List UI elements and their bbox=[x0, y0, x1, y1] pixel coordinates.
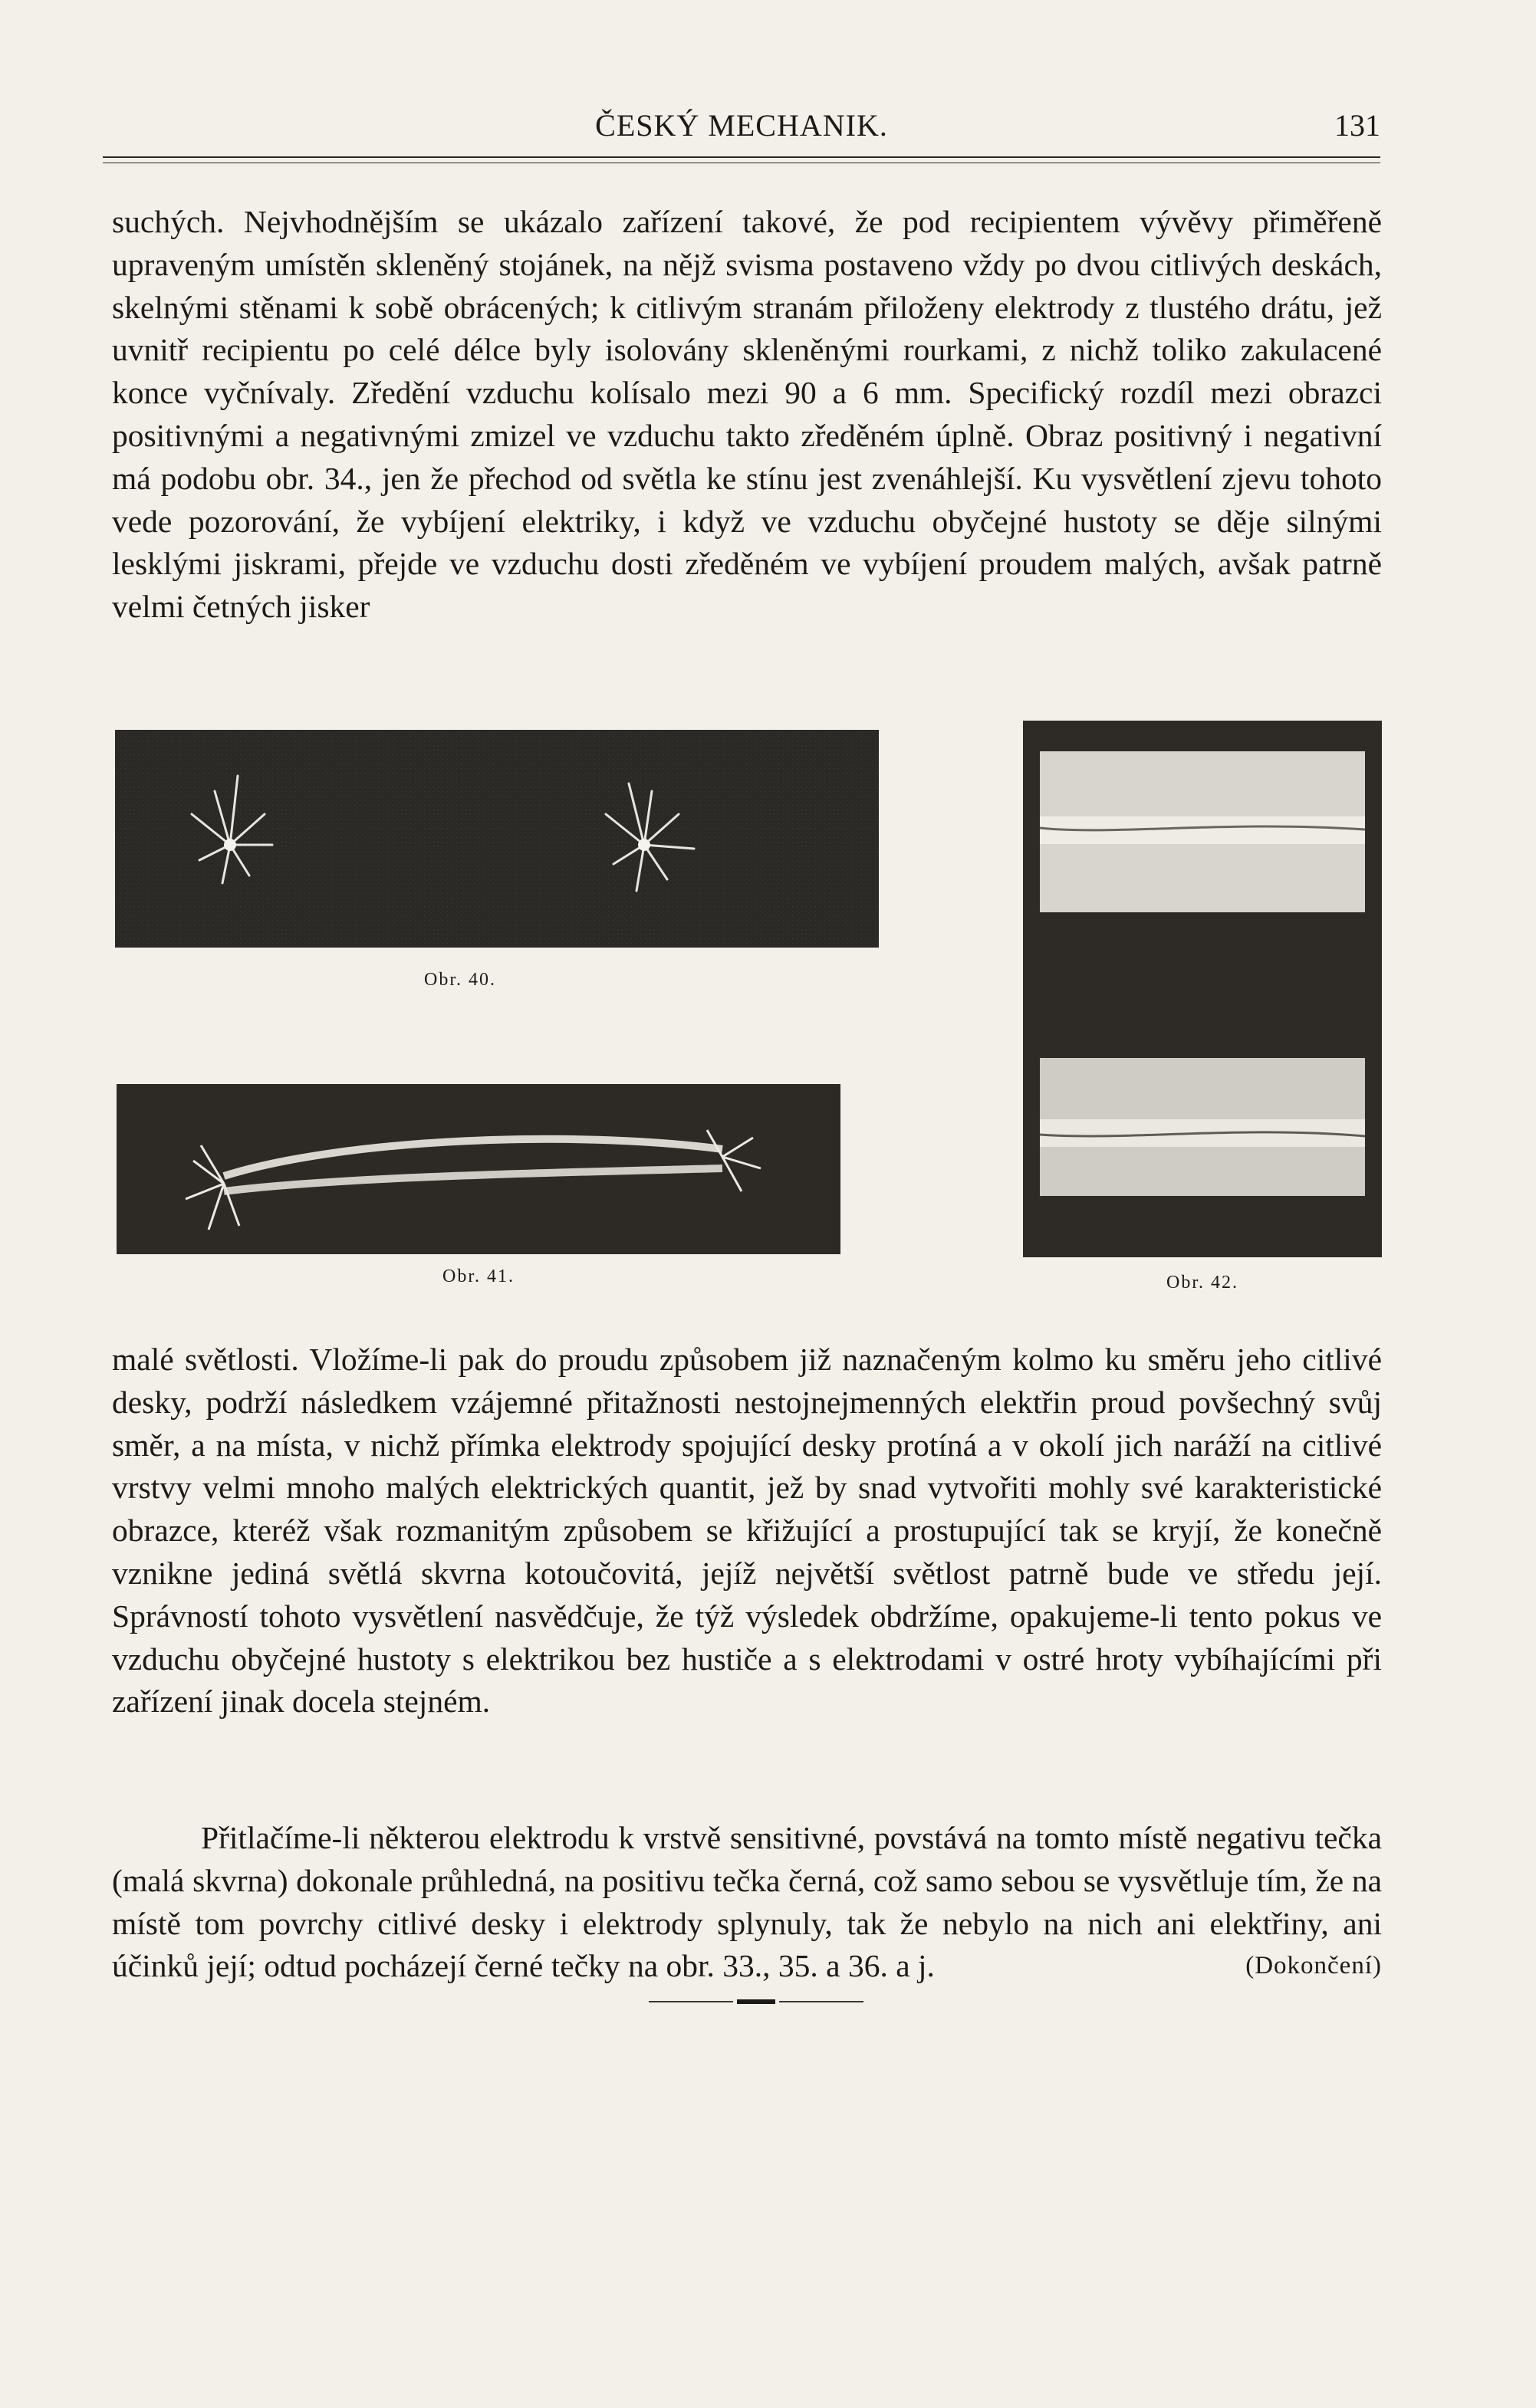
spark-figures-image bbox=[115, 730, 879, 948]
figure-42-photo bbox=[1023, 721, 1382, 1257]
figure-42-caption: Obr. 42. bbox=[1166, 1273, 1238, 1293]
paragraph-1: suchých. Nejvhodnějším se ukázalo zařízení takové, že pod recipientem vývěvy přiměřeně upraveným umístěn skleněný stojánek, na nějž svisma postaveno vždy po dvou citlivých deskách, skelnými stěnami k sobě obrácených; k citlivým stranám přiloženy elektrody z tlustého drátu, jež uvnitř recipientu po celé délce byly isolovány skleněnými rourkami, z nichž toliko zakulacené konce vyčnívaly. Zředění vzduchu kolísalo mezi 90 a 6 mm. Specifický rozdíl mezi obrazci positivnými a negativnými zmizel ve vzduchu takto zředěném úplně. Obraz positivný i negativní má podobu obr. 34., jen že přechod od světla ke stínu jest zvenáhlejší. Ku vysvětlení zjevu tohoto vede pozorování, že vybíjení elektriky, i když ve vzduchu obyčejné hustoty se děje silnými lesklými jiskrami, přejde ve vzduchu dosti zředěném ve vybíjení proudem malých, avšak patrně velmi četných jisker bbox=[112, 204, 1382, 625]
figure-41-photo bbox=[117, 1084, 840, 1254]
paragraph-2: malé světlosti. Vložíme-li pak do proudu způsobem již naznačeným kolmo ku směru jeho citlivé desky, podrží následkem vzájemné přitažnosti nestojnejmenných elektřin proud povšechný svůj směr, a na místa, v nichž přímka elektrody spojující desky protíná a v okolí jich naráží na citlivé vrstvy velmi mnoho malých elektrických quantit, jež by snad vytvořiti mohly své karakteristické obrazce, kteréž však rozmanitým způsobem se křižující a prostupující tak se kryjí, že konečně vznikne jediná světlá skvrna kotoučovitá, jejíž největší světlost patrně bude ve středu její. Správností tohoto vysvětlení nasvědčuje, že týž výsledek obdržíme, opakujeme-li tento pokus ve vzduchu obyčejné hustoty s elektrikou bez hustiče a s elektrodami v ostré hroty vybíhajícími při zařízení jinak docela stejném. bbox=[112, 1342, 1382, 1720]
band-pattern-image bbox=[1023, 721, 1382, 1257]
figure-40-caption: Obr. 40. bbox=[424, 970, 496, 990]
running-title: ČESKÝ MECHANIK. bbox=[595, 108, 888, 143]
figure-41-caption: Obr. 41. bbox=[442, 1266, 515, 1286]
page-number: 131 bbox=[1334, 108, 1380, 143]
end-ornament-line bbox=[649, 1999, 863, 2004]
paragraph-3 bbox=[112, 1817, 1382, 1988]
figure-40-photo bbox=[115, 730, 879, 948]
page-header bbox=[103, 107, 1380, 153]
discharge-image bbox=[117, 1084, 840, 1254]
paragraph-3-text: Přitlačíme-li některou elektrodu k vrstvě sensitivné, povstává na tomto místě negativu tečka (malá skvrna) dokonale průhledná, na positivu tečka černá, což samo sebou se vysvětluje tím, že na místě tom povrchy citlivé desky i elektrody splynuly, tak že nebylo na nich ani elektřiny, ani účinků její; odtud pocházejí černé tečky na obr. 33., 35. a 36. a j. bbox=[112, 1820, 1382, 1984]
header-rule bbox=[103, 156, 1380, 158]
continued-note: (Dokončení) bbox=[1245, 1952, 1382, 1980]
